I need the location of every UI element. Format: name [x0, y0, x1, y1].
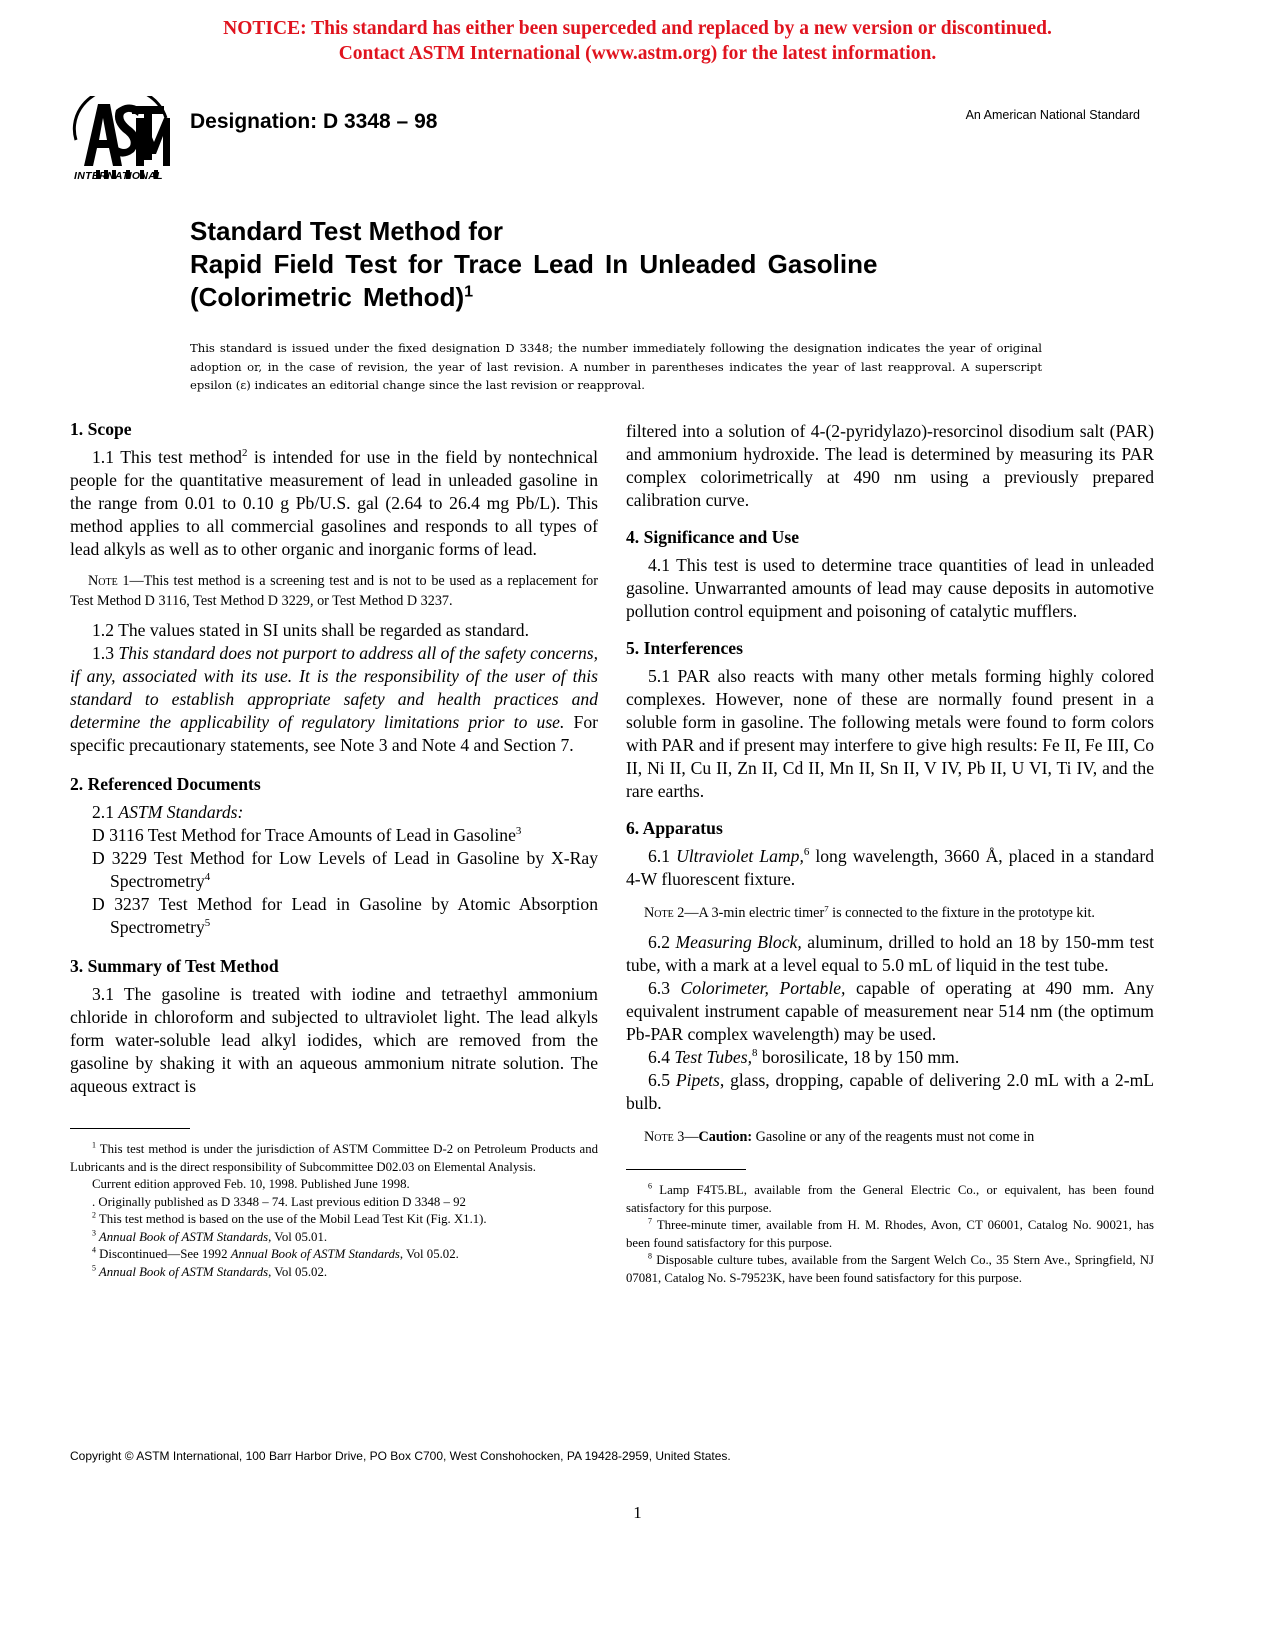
footnote-6: $^6$ Lamp F4T5.BL, available from the General Electric Co., or equivalent, has been found satisfactory for this purpose. [626, 1181, 1154, 1215]
left-column [70, 418, 598, 1281]
footnote-rule-right [626, 1169, 746, 1170]
ref-d3116: D 3116 Test Method for Trace Amounts of Lead in Gasoline$^3$ [92, 825, 522, 845]
ref-d3229: D 3229 Test Method for Low Levels of Lead in Gasoline by X-Ray Spectrometry$^4$ [92, 848, 598, 891]
issuance-statement: This standard is issued under the fixed designation D 3348; the number immediately following the designation indicates the year of original adoption or, in the case of revision, the year of last revision. A number in parentheses indicates the year of last reapproval. A superscript epsilon (ε) indicates an editorial change since the last revision or reapproval. [190, 341, 1042, 392]
title-line-1: Standard Test Method for [190, 216, 503, 246]
para-3-1: 3.1 The gasoline is treated with iodine and tetraethyl ammonium chloride in chloroform and subjected to ultraviolet light. The lead alkyls form water-soluble lead alkyl iodides, which are removed from the gasoline by shaking it with an aqueous ammonium nitrate solution. The aqueous extract is [70, 984, 598, 1096]
section-4-heading: 4. Significance and Use [626, 527, 800, 547]
para-6-1: 6.1 Ultraviolet Lamp,$^6$ long wavelength, 3660 Å, placed in a standard 4-W fluorescent fixture. [626, 846, 1154, 889]
footnote-4: $^4$ Discontinued—See 1992 Annual Book of ASTM Standards, Vol 05.02. [92, 1245, 459, 1261]
notice-line-1: NOTICE: This standard has either been superceded and replaced by a new version or discontinued. [223, 18, 1052, 39]
footnote-1-approved: Current edition approved Feb. 10, 1998. Published June 1998. [92, 1177, 410, 1191]
footnote-7: $^7$ Three-minute timer, available from H. M. Rhodes, Avon, CT 06001, Catalog No. 90021, has been found satisfactory for this purpose. [626, 1216, 1154, 1250]
title-line-2: Rapid Field Test for Trace Lead In Unleaded Gasoline [190, 249, 878, 279]
notice-line-2: Contact ASTM International (www.astm.org) for the latest information. [338, 43, 937, 64]
para-5-1: 5.1 PAR also reacts with many other metals forming highly colored complexes. However, none of these are normally found present in a soluble form in gasoline. The following metals were found to form colors with PAR and if present may interfere to give high results: Fe II, Fe III, Co II, Ni II, Cu II, Zn II, Cd II, Mn II, Sn II, V IV, Pb II, U VI, Ti IV, and the rare earths. [626, 666, 1154, 801]
para-2-1: 2.1 ASTM Standards: [92, 802, 244, 822]
note-2: Note 2—A 3-min electric timer$^7$ is connected to the fixture in the prototype kit. [644, 903, 1095, 921]
note-3: Note 3—Caution: Gasoline or any of the reagents must not come in [644, 1129, 1035, 1145]
para-6-2: 6.2 Measuring Block, aluminum, drilled to hold an 18 by 150-mm test tube, with a mark at a level equal to 5.0 mL of liquid in the test tube. [626, 932, 1154, 975]
document-title [190, 215, 1090, 314]
designation: Designation: D 3348 – 98 [190, 110, 438, 133]
footnote-2: $^2$ This test method is based on the use of the Mobil Lead Test Kit (Fig. X1.1). [92, 1210, 487, 1226]
section-5-heading: 5. Interferences [626, 638, 743, 658]
section-3-heading: 3. Summary of Test Method [70, 956, 279, 976]
american-national-standard: An American National Standard [965, 108, 1140, 122]
section-2-heading: 2. Referenced Documents [70, 774, 261, 794]
footnote-8: $^8$ Disposable culture tubes, available from the Sargent Welch Co., 35 Stern Ave., Springfield, NJ 07081, Catalog No. S-79523K, have been found satisfactory for this purpose. [626, 1251, 1154, 1285]
para-3-1-continued: filtered into a solution of 4-(2-pyridylazo)-resorcinol disodium salt (PAR) and ammonium hydroxide. The lead is determined by measuring its PAR complex colorimetrically at 490 nm using a previously prepared calibration curve. [626, 421, 1154, 510]
para-6-5: 6.5 Pipets, glass, dropping, capable of delivering 2.0 mL with a 2-mL bulb. [626, 1070, 1155, 1113]
para-1-1: 1.1 This test method$^2$ is intended for use in the field by nontechnical people for the quantitative measurement of lead in unleaded gasoline in the range from 0.01 to 0.10 g Pb/U.S. gal (2.64 to 26.4 mg Pb/L). This method applies to all commercial gasolines and responds to all types of lead alkyls as well as to other organic and inorganic forms of lead. [70, 447, 598, 559]
footnote-rule [70, 1128, 190, 1129]
copyright-line: Copyright © ASTM International, 100 Barr Harbor Drive, PO Box C700, West Conshohocken, PA 19428-2959, United States. [70, 1449, 731, 1463]
page-number: 1 [633, 1503, 642, 1522]
section-6-heading: 6. Apparatus [626, 818, 723, 838]
para-1-2: 1.2 The values stated in SI units shall be regarded as standard. [92, 620, 529, 640]
ref-d3237: D 3237 Test Method for Lead in Gasoline by Atomic Absorption Spectrometry$^5$ [92, 894, 598, 937]
para-6-3: 6.3 Colorimeter, Portable, capable of operating at 490 mm. Any equivalent instrument capable of measurement near 514 nm (the optimum Pb-PAR complex wavelength) may be used. [626, 978, 1154, 1044]
footnote-3: $^3$ Annual Book of ASTM Standards, Vol 05.01. [92, 1228, 328, 1244]
right-footnotes [626, 1182, 1154, 1287]
para-4-1: 4.1 This test is used to determine trace quantities of lead in unleaded gasoline. Unwarranted amounts of lead may cause deposits in automotive pollution control equipment and poisoning of catalytic mufflers. [626, 555, 1154, 621]
title-line-3: (Colorimetric Method)$^1$ [190, 282, 474, 312]
section-1-heading: 1. Scope [70, 419, 132, 439]
para-6-4: 6.4 Test Tubes,$^8$ borosilicate, 18 by 150 mm. [648, 1047, 960, 1067]
left-footnotes [70, 1141, 598, 1281]
right-column [626, 420, 1154, 1287]
logo-caption: INTERNATIONAL [74, 170, 163, 182]
footnote-5: $^5$ Annual Book of ASTM Standards, Vol 05.02. [92, 1263, 328, 1279]
footnote-ref-2[interactable]: 2 [241, 447, 248, 460]
footnote-1-history: . Originally published as D 3348 – 74. Last previous edition D 3348 – 92 [92, 1194, 466, 1209]
footnote-1: $^1$ This test method is under the jurisdiction of ASTM Committee D-2 on Petroleum Products and Lubricants and is the direct responsibility of Subcommittee D02.03 on Elemental Analysis. [70, 1140, 598, 1174]
title-footnote-ref[interactable]: 1 [464, 282, 474, 301]
withdrawal-notice [0, 16, 1275, 66]
para-1-3: 1.3 This standard does not purport to address all of the safety concerns, if any, associated with its use. It is the responsibility of the user of this standard to establish appropriate safety and health practices and determine the applicability of regulatory limitations prior to use. For specific precautionary statements, see Note 3 and Note 4 and Section 7. [70, 643, 599, 755]
note-1: Note 1—This test method is a screening test and is not to be used as a replacement for Test Method D 3116, Test Method D 3229, or Test Method D 3237. [70, 573, 598, 609]
